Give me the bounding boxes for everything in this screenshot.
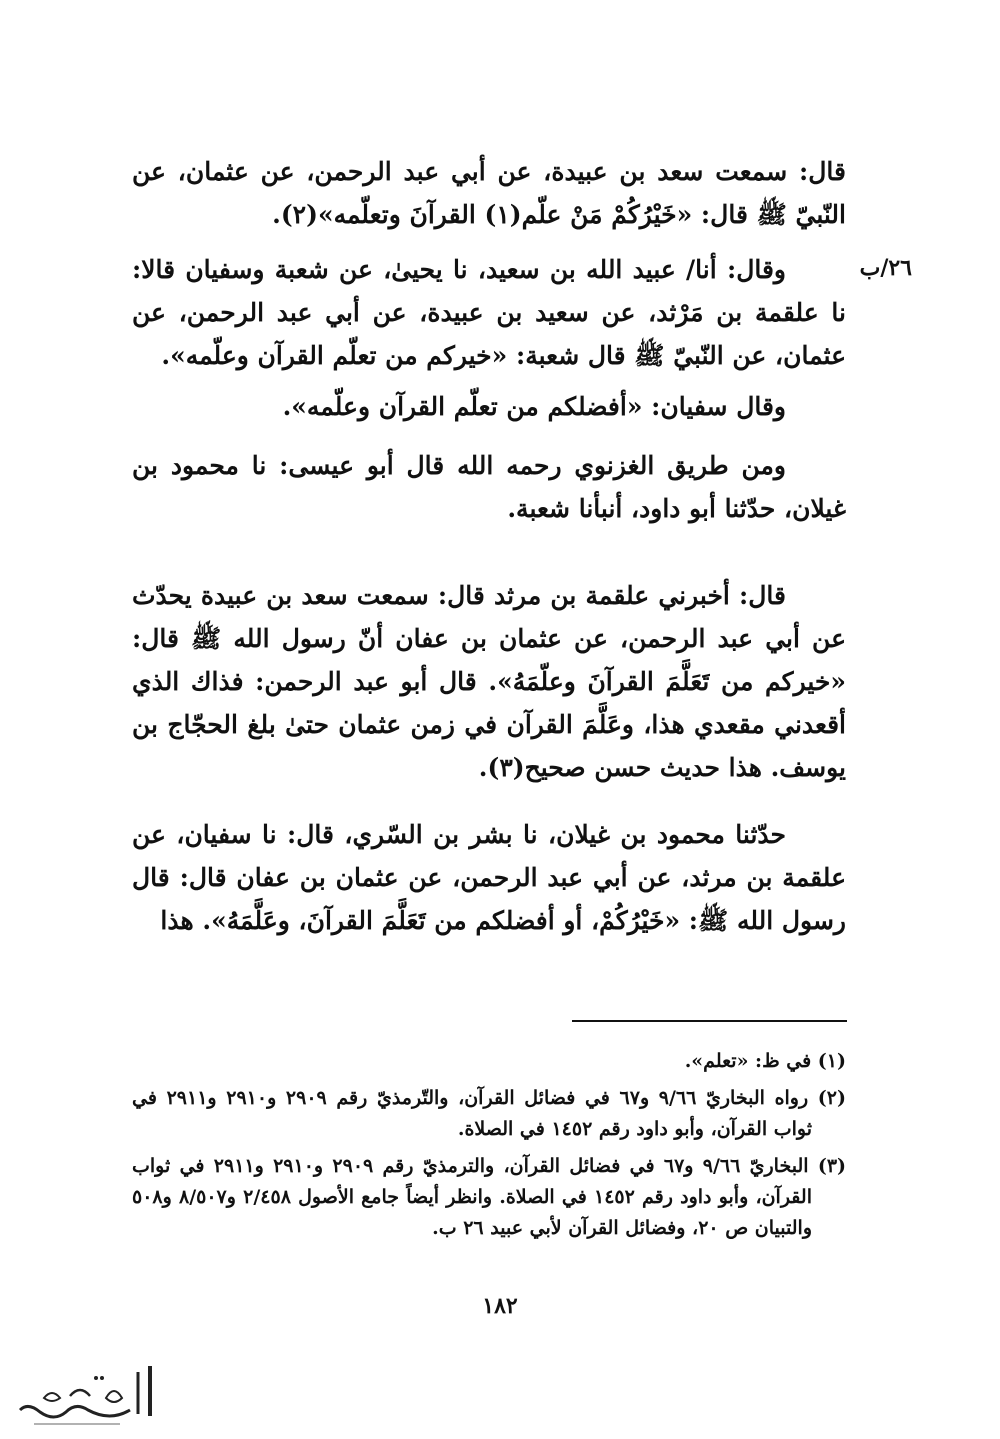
- paragraph-4: ومن طريق الغزنوي رحمه الله قال أبو عيسى: نا محمود بن غيلان، حدّثنا أبو داود، أنبأنا شعبة.: [132, 451, 846, 523]
- main-text-block: [132, 150, 846, 942]
- footnote-3: (٣) البخاريّ ٩/٦٦ و٦٧ في فضائل القرآن، والترمذيّ رقم ٢٩٠٩ و٢٩١٠ و٢٩١١ في ثواب القرآن، وأبو داود رقم ١٤٥٢ في الصلاة. وانظر أيضاً جامع الأصول ٢/٤٥٨ و٨/٥٠٧ و٥٠٨ والتبيان ص ٢٠، وفضائل القرآن لأبي عبيد ٢٦ ب.: [132, 1155, 847, 1239]
- footnote-separator: [572, 1020, 847, 1022]
- calligraphy-logo-icon: [10, 1358, 160, 1430]
- footnotes-block: [132, 1046, 846, 1250]
- paragraph-2: وقال: أنا/ عبيد الله بن سعيد، نا يحيىٰ، عن شعبة وسفيان قالا: نا علقمة بن مَرْثد، عن سعيد بن عبيدة، عن أبي عبد الرحمن، عن عثمان، عن النّبيّ ﷺ قال شعبة: «خيركم من تعلّم القرآن وعلّمه».: [132, 255, 846, 370]
- paragraph-6: حدّثنا محمود بن غيلان، نا بشر بن السّري، قال: نا سفيان، عن علقمة بن مرثد، عن أبي عبد الرحمن، عن عثمان بن عفان قال: قال رسول الله ﷺ: «خَيْرُكُمْ، أو أفضلكم من تَعَلَّمَ القرآنَ، وعَلَّمَهُ». هذا: [132, 820, 846, 935]
- paragraph-1: قال: سمعت سعد بن عبيدة، عن أبي عبد الرحمن، عن عثمان، عن النّبيّ ﷺ قال: «خَيْرُكُمْ مَنْ علّم(١) القرآنَ وتعلّمه»(٢).: [132, 157, 846, 229]
- margin-folio-note: ٢٦/ب: [859, 255, 912, 281]
- logo-graphic: [10, 1358, 160, 1430]
- footnote-2: (٢) رواه البخاريّ ٩/٦٦ و٦٧ في فضائل القرآن، والتّرمذيّ رقم ٢٩٠٩ و٢٩١٠ و٢٩١١ في ثواب القرآن، وأبو داود رقم ١٤٥٢ في الصلاة.: [132, 1087, 847, 1140]
- footnote-1: (١) في ظ: «تعلم».: [684, 1050, 846, 1072]
- paragraph-5: قال: أخبرني علقمة بن مرثد قال: سمعت سعد بن عبيدة يحدّث عن أبي عبد الرحمن، عن عثمان بن عفان أنّ رسول الله ﷺ قال: «خيركم من تَعَلَّمَ القرآنَ وعلّمَهُ». قال أبو عبد الرحمن: فذاك الذي أقعدني مقعدي هذا، وعَلَّمَ القرآن في زمن عثمان حتىٰ بلغ الحجّاج بن يوسف. هذا حديث حسن صحيح(٣).: [132, 581, 846, 782]
- page-number: ١٨٢: [482, 1293, 518, 1319]
- paragraph-3: وقال سفيان: «أفضلكم من تعلّم القرآن وعلّمه».: [282, 392, 786, 421]
